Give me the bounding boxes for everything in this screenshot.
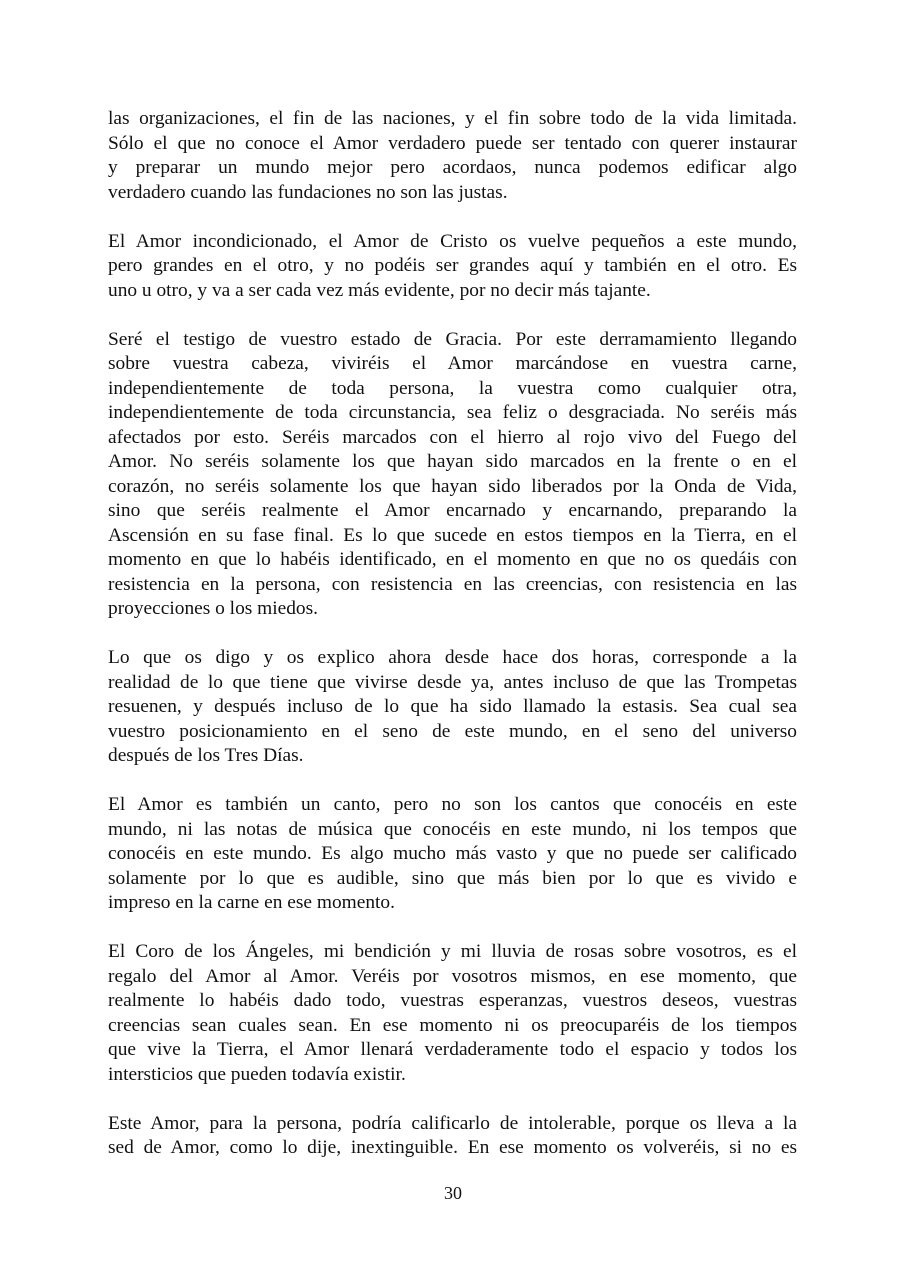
text-line: Lo que os digo y os explico ahora desde hace dos horas, corresponde a la [108,647,797,668]
text-line: conocéis en este mundo. Es algo mucho más vasto y que no puede ser calificado [108,843,797,864]
text-line: El Coro de los Ángeles, mi bendición y mi lluvia de rosas sobre vosotros, es el [108,941,797,962]
paragraph [108,107,797,205]
text-line: Ascensión en su fase final. Es lo que sucede en estos tiempos en la Tierra, en el [108,524,797,546]
text-line: creencias sean cuales sean. En ese momento ni os preocuparéis de los tiempos [108,1014,797,1036]
text-line: las organizaciones, el fin de las naciones, y el fin sobre todo de la vida limitada. [108,108,797,129]
text-line: y preparar un mundo mejor pero acordaos, nunca podemos edificar algo [108,157,797,178]
text-line: uno u otro, y va a ser cada vez más evidente, por no decir más tajante. [108,279,651,301]
text-line: Amor. No seréis solamente los que hayan sido marcados en la frente o en el [108,451,797,472]
text-line: El Amor es también un canto, pero no son los cantos que conocéis en este [108,794,797,815]
text-line: sino que seréis realmente el Amor encarnado y encarnando, preparando la [108,500,797,521]
page-body [108,107,797,1185]
text-line: sobre vuestra cabeza, viviréis el Amor marcándose en vuestra carne, [108,353,797,374]
text-line: realmente lo habéis dado todo, vuestras esperanzas, vuestros deseos, vuestras [108,990,797,1011]
text-line: resistencia en la persona, con resistencia en las creencias, con resistencia en las [108,573,797,595]
text-line: impreso en la carne en ese momento. [108,892,395,913]
paragraph [108,646,797,769]
text-line: momento en que lo habéis identificado, en el momento en que no os quedáis con [108,549,797,570]
text-line: independientemente de toda circunstancia, sea feliz o desgraciada. No seréis más [108,402,797,423]
text-line: intersticios que pueden todavía existir. [108,1063,406,1085]
paragraph [108,328,797,622]
page-number: 30 [444,1183,462,1203]
text-line: verdadero cuando las fundaciones no son las justas. [108,181,508,203]
text-line: resuenen, y después incluso de lo que ha sido llamado la estasis. Sea cual sea [108,696,797,717]
text-line: mundo, ni las notas de música que conocéis en este mundo, ni los tempos que [108,818,797,840]
paragraph [108,940,797,1087]
text-line: Sólo el que no conoce el Amor verdadero puede ser tentado con querer instaurar [108,132,797,154]
text-line: solamente por lo que es audible, sino que más bien por lo que es vivido e [108,867,797,889]
paragraph [108,793,797,916]
text-line: El Amor incondicionado, el Amor de Cristo os vuelve pequeños a este mundo, [108,230,797,252]
text-line: afectados por esto. Seréis marcados con el hierro al rojo vivo del Fuego del [108,426,797,448]
text-line: realidad de lo que tiene que vivirse desde ya, antes incluso de que las Trompetas [108,671,797,693]
text-line: corazón, no seréis solamente los que hayan sido liberados por la Onda de Vida, [108,475,797,497]
text-line: que vive la Tierra, el Amor llenará verdaderamente todo el espacio y todos los [108,1039,797,1060]
text-line: pero grandes en el otro, y no podéis ser grandes aquí y también en el otro. Es [108,255,797,276]
text-line: Este Amor, para la persona, podría calificarlo de intolerable, porque os lleva a la [108,1112,797,1134]
text-line: después de los Tres Días. [108,745,304,766]
text-line: sed de Amor, como lo dije, inextinguible. En ese momento os volveréis, si no es [108,1137,797,1158]
text-line: vuestro posicionamiento en el seno de este mundo, en el seno del universo [108,720,797,742]
paragraph [108,230,797,304]
text-line: proyecciones o los miedos. [108,598,319,619]
text-line: regalo del Amor al Amor. Veréis por vosotros mismos, en ese momento, que [108,965,797,987]
text-line: independientemente de toda persona, la vuestra como cualquier otra, [108,377,797,399]
paragraph [108,1112,797,1161]
text-line: Seré el testigo de vuestro estado de Gracia. Por este derramamiento llegando [108,328,797,350]
